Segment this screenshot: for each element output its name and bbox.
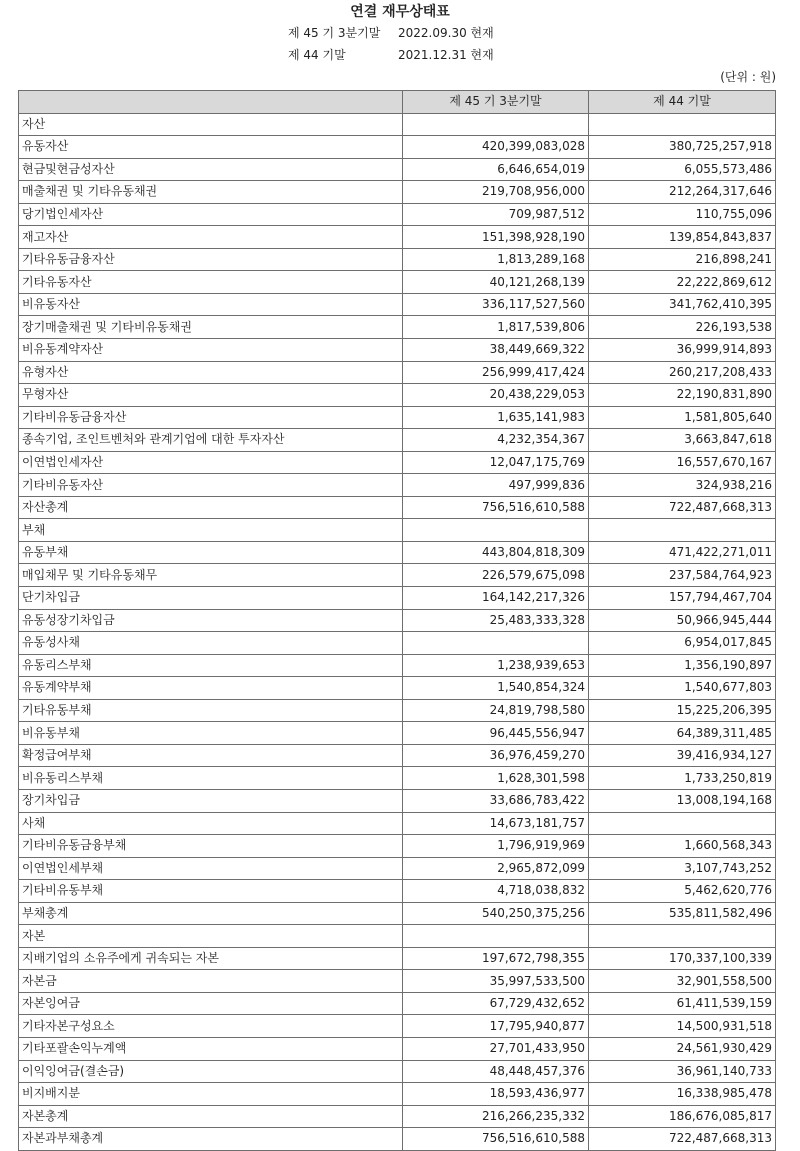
row-prior-value xyxy=(589,113,776,136)
row-label: 기타유동자산 xyxy=(19,271,403,294)
table-row xyxy=(19,113,776,136)
table-row xyxy=(19,293,776,316)
row-label: 유동성사채 xyxy=(19,632,403,655)
row-prior-value xyxy=(589,925,776,948)
period-current-date: 2022.09.30 현재 xyxy=(398,26,494,40)
row-prior-value: 226,193,538 xyxy=(589,316,776,339)
row-prior-value: 212,264,317,646 xyxy=(589,181,776,204)
row-prior-value: 39,416,934,127 xyxy=(589,744,776,767)
header-prior: 제 44 기말 xyxy=(589,91,776,114)
row-current-value: 67,729,432,652 xyxy=(403,992,589,1015)
row-current-value: 96,445,556,947 xyxy=(403,722,589,745)
period-prior-label: 제 44 기말 xyxy=(288,48,346,62)
table-row xyxy=(19,767,776,790)
row-current-value: 14,673,181,757 xyxy=(403,812,589,835)
row-prior-value: 16,338,985,478 xyxy=(589,1083,776,1106)
row-prior-value: 1,581,805,640 xyxy=(589,406,776,429)
table-row xyxy=(19,181,776,204)
table-row xyxy=(19,902,776,925)
header-item xyxy=(19,91,403,114)
row-current-value: 256,999,417,424 xyxy=(403,361,589,384)
row-prior-value: 157,794,467,704 xyxy=(589,587,776,610)
row-label: 기타비유동금융자산 xyxy=(19,406,403,429)
row-label: 기타자본구성요소 xyxy=(19,1015,403,1038)
table-row xyxy=(19,1015,776,1038)
row-label: 부채총계 xyxy=(19,902,403,925)
row-prior-value: 535,811,582,496 xyxy=(589,902,776,925)
row-label: 당기법인세자산 xyxy=(19,203,403,226)
row-label: 유동리스부채 xyxy=(19,654,403,677)
table-row xyxy=(19,835,776,858)
row-current-value: 35,997,533,500 xyxy=(403,970,589,993)
table-row xyxy=(19,226,776,249)
row-label: 유동자산 xyxy=(19,136,403,159)
row-prior-value: 6,954,017,845 xyxy=(589,632,776,655)
table-row xyxy=(19,677,776,700)
unit-label: (단위 : 원) xyxy=(720,70,776,84)
row-current-value: 1,540,854,324 xyxy=(403,677,589,700)
row-prior-value: 36,961,140,733 xyxy=(589,1060,776,1083)
table-row xyxy=(19,339,776,362)
header-current: 제 45 기 3분기말 xyxy=(403,91,589,114)
row-current-value: 709,987,512 xyxy=(403,203,589,226)
balance-sheet-table xyxy=(18,90,776,1151)
row-label: 부채 xyxy=(19,519,403,542)
row-current-value: 40,121,268,139 xyxy=(403,271,589,294)
table-row xyxy=(19,384,776,407)
row-prior-value: 1,356,190,897 xyxy=(589,654,776,677)
row-prior-value: 3,663,847,618 xyxy=(589,429,776,452)
row-prior-value: 1,540,677,803 xyxy=(589,677,776,700)
row-current-value: 1,635,141,983 xyxy=(403,406,589,429)
row-prior-value xyxy=(589,812,776,835)
row-label: 재고자산 xyxy=(19,226,403,249)
row-label: 확정급여부채 xyxy=(19,744,403,767)
row-prior-value: 139,854,843,837 xyxy=(589,226,776,249)
row-prior-value: 5,462,620,776 xyxy=(589,880,776,903)
row-prior-value: 16,557,670,167 xyxy=(589,451,776,474)
row-current-value: 2,965,872,099 xyxy=(403,857,589,880)
row-prior-value: 64,389,311,485 xyxy=(589,722,776,745)
table-row xyxy=(19,316,776,339)
table-row xyxy=(19,519,776,542)
row-prior-value: 3,107,743,252 xyxy=(589,857,776,880)
table-row xyxy=(19,158,776,181)
table-row xyxy=(19,564,776,587)
table-row xyxy=(19,429,776,452)
row-current-value: 18,593,436,977 xyxy=(403,1083,589,1106)
row-current-value: 756,516,610,588 xyxy=(403,496,589,519)
table-row xyxy=(19,654,776,677)
row-current-value: 151,398,928,190 xyxy=(403,226,589,249)
row-prior-value: 36,999,914,893 xyxy=(589,339,776,362)
table-row xyxy=(19,632,776,655)
table-row xyxy=(19,699,776,722)
table-row xyxy=(19,474,776,497)
table-row xyxy=(19,541,776,564)
row-current-value xyxy=(403,632,589,655)
table-row xyxy=(19,947,776,970)
row-current-value: 27,701,433,950 xyxy=(403,1037,589,1060)
table-body xyxy=(19,113,776,1150)
row-label: 매입채무 및 기타유동채무 xyxy=(19,564,403,587)
row-label: 자본과부채총계 xyxy=(19,1128,403,1151)
row-prior-value: 22,222,869,612 xyxy=(589,271,776,294)
row-current-value: 497,999,836 xyxy=(403,474,589,497)
period-prior-date: 2021.12.31 현재 xyxy=(398,48,494,62)
row-label: 기타비유동부채 xyxy=(19,880,403,903)
row-current-value: 17,795,940,877 xyxy=(403,1015,589,1038)
row-label: 비유동부채 xyxy=(19,722,403,745)
row-label: 지배기업의 소유주에게 귀속되는 자본 xyxy=(19,947,403,970)
row-label: 장기매출채권 및 기타비유동채권 xyxy=(19,316,403,339)
table-row xyxy=(19,451,776,474)
table-row xyxy=(19,880,776,903)
table-row xyxy=(19,1037,776,1060)
row-current-value: 226,579,675,098 xyxy=(403,564,589,587)
row-prior-value: 61,411,539,159 xyxy=(589,992,776,1015)
row-current-value: 4,718,038,832 xyxy=(403,880,589,903)
row-current-value: 4,232,354,367 xyxy=(403,429,589,452)
row-label: 매출채권 및 기타유동채권 xyxy=(19,181,403,204)
row-prior-value: 722,487,668,313 xyxy=(589,496,776,519)
table-row xyxy=(19,248,776,271)
row-current-value xyxy=(403,519,589,542)
row-prior-value: 6,055,573,486 xyxy=(589,158,776,181)
row-prior-value: 110,755,096 xyxy=(589,203,776,226)
row-label: 단기차입금 xyxy=(19,587,403,610)
table-row xyxy=(19,361,776,384)
row-label: 이익잉여금(결손금) xyxy=(19,1060,403,1083)
row-label: 유동부채 xyxy=(19,541,403,564)
table-row xyxy=(19,203,776,226)
row-prior-value: 260,217,208,433 xyxy=(589,361,776,384)
row-label: 자산 xyxy=(19,113,403,136)
row-current-value: 12,047,175,769 xyxy=(403,451,589,474)
row-label: 장기차입금 xyxy=(19,789,403,812)
table-row xyxy=(19,1128,776,1151)
row-current-value: 48,448,457,376 xyxy=(403,1060,589,1083)
row-prior-value: 1,660,568,343 xyxy=(589,835,776,858)
table-row xyxy=(19,992,776,1015)
row-current-value: 1,238,939,653 xyxy=(403,654,589,677)
row-label: 이연법인세자산 xyxy=(19,451,403,474)
row-current-value: 1,628,301,598 xyxy=(403,767,589,790)
row-current-value: 216,266,235,332 xyxy=(403,1105,589,1128)
row-current-value xyxy=(403,113,589,136)
row-prior-value: 15,225,206,395 xyxy=(589,699,776,722)
row-prior-value: 380,725,257,918 xyxy=(589,136,776,159)
table-row xyxy=(19,857,776,880)
row-current-value: 164,142,217,326 xyxy=(403,587,589,610)
row-label: 무형자산 xyxy=(19,384,403,407)
table-row xyxy=(19,609,776,632)
row-current-value: 197,672,798,355 xyxy=(403,947,589,970)
row-label: 기타포괄손익누계액 xyxy=(19,1037,403,1060)
row-label: 비지배지분 xyxy=(19,1083,403,1106)
table-row xyxy=(19,1060,776,1083)
row-current-value: 36,976,459,270 xyxy=(403,744,589,767)
row-label: 자산총계 xyxy=(19,496,403,519)
row-current-value: 38,449,669,322 xyxy=(403,339,589,362)
row-label: 자본총계 xyxy=(19,1105,403,1128)
row-label: 유형자산 xyxy=(19,361,403,384)
table-row xyxy=(19,1083,776,1106)
row-current-value: 420,399,083,028 xyxy=(403,136,589,159)
row-prior-value: 24,561,930,429 xyxy=(589,1037,776,1060)
row-label: 자본잉여금 xyxy=(19,992,403,1015)
table-row xyxy=(19,970,776,993)
row-label: 기타비유동금융부채 xyxy=(19,835,403,858)
row-prior-value: 32,901,558,500 xyxy=(589,970,776,993)
row-label: 유동성장기차입금 xyxy=(19,609,403,632)
table-row xyxy=(19,406,776,429)
row-prior-value: 186,676,085,817 xyxy=(589,1105,776,1128)
row-current-value: 540,250,375,256 xyxy=(403,902,589,925)
row-current-value: 20,438,229,053 xyxy=(403,384,589,407)
row-label: 기타비유동자산 xyxy=(19,474,403,497)
table-row xyxy=(19,1105,776,1128)
table-row xyxy=(19,744,776,767)
row-current-value: 756,516,610,588 xyxy=(403,1128,589,1151)
table-row xyxy=(19,722,776,745)
row-current-value: 1,813,289,168 xyxy=(403,248,589,271)
row-label: 종속기업, 조인트벤처와 관계기업에 대한 투자자산 xyxy=(19,429,403,452)
row-label: 유동계약부채 xyxy=(19,677,403,700)
row-current-value: 24,819,798,580 xyxy=(403,699,589,722)
table-row xyxy=(19,812,776,835)
row-label: 비유동리스부채 xyxy=(19,767,403,790)
row-prior-value: 170,337,100,339 xyxy=(589,947,776,970)
statement-title: 연결 재무상태표 xyxy=(350,4,450,20)
row-label: 비유동계약자산 xyxy=(19,339,403,362)
row-label: 이연법인세부채 xyxy=(19,857,403,880)
row-prior-value: 341,762,410,395 xyxy=(589,293,776,316)
row-current-value: 33,686,783,422 xyxy=(403,789,589,812)
row-prior-value: 1,733,250,819 xyxy=(589,767,776,790)
row-current-value: 443,804,818,309 xyxy=(403,541,589,564)
row-prior-value: 22,190,831,890 xyxy=(589,384,776,407)
period-current-label: 제 45 기 3분기말 xyxy=(288,26,381,40)
row-prior-value: 722,487,668,313 xyxy=(589,1128,776,1151)
row-current-value: 219,708,956,000 xyxy=(403,181,589,204)
row-label: 기타유동금융자산 xyxy=(19,248,403,271)
row-current-value: 25,483,333,328 xyxy=(403,609,589,632)
row-prior-value xyxy=(589,519,776,542)
row-prior-value: 216,898,241 xyxy=(589,248,776,271)
table-row xyxy=(19,496,776,519)
table-header-row xyxy=(19,91,776,114)
row-current-value xyxy=(403,925,589,948)
table-row xyxy=(19,587,776,610)
row-label: 비유동자산 xyxy=(19,293,403,316)
table-row xyxy=(19,925,776,948)
row-current-value: 6,646,654,019 xyxy=(403,158,589,181)
row-current-value: 336,117,527,560 xyxy=(403,293,589,316)
row-current-value: 1,796,919,969 xyxy=(403,835,589,858)
row-prior-value: 324,938,216 xyxy=(589,474,776,497)
row-prior-value: 50,966,945,444 xyxy=(589,609,776,632)
table-row xyxy=(19,136,776,159)
row-label: 현금및현금성자산 xyxy=(19,158,403,181)
row-prior-value: 14,500,931,518 xyxy=(589,1015,776,1038)
table-row xyxy=(19,271,776,294)
row-prior-value: 13,008,194,168 xyxy=(589,789,776,812)
row-label: 사채 xyxy=(19,812,403,835)
row-label: 자본금 xyxy=(19,970,403,993)
row-current-value: 1,817,539,806 xyxy=(403,316,589,339)
row-label: 자본 xyxy=(19,925,403,948)
row-prior-value: 471,422,271,011 xyxy=(589,541,776,564)
row-prior-value: 237,584,764,923 xyxy=(589,564,776,587)
row-label: 기타유동부채 xyxy=(19,699,403,722)
table-row xyxy=(19,789,776,812)
